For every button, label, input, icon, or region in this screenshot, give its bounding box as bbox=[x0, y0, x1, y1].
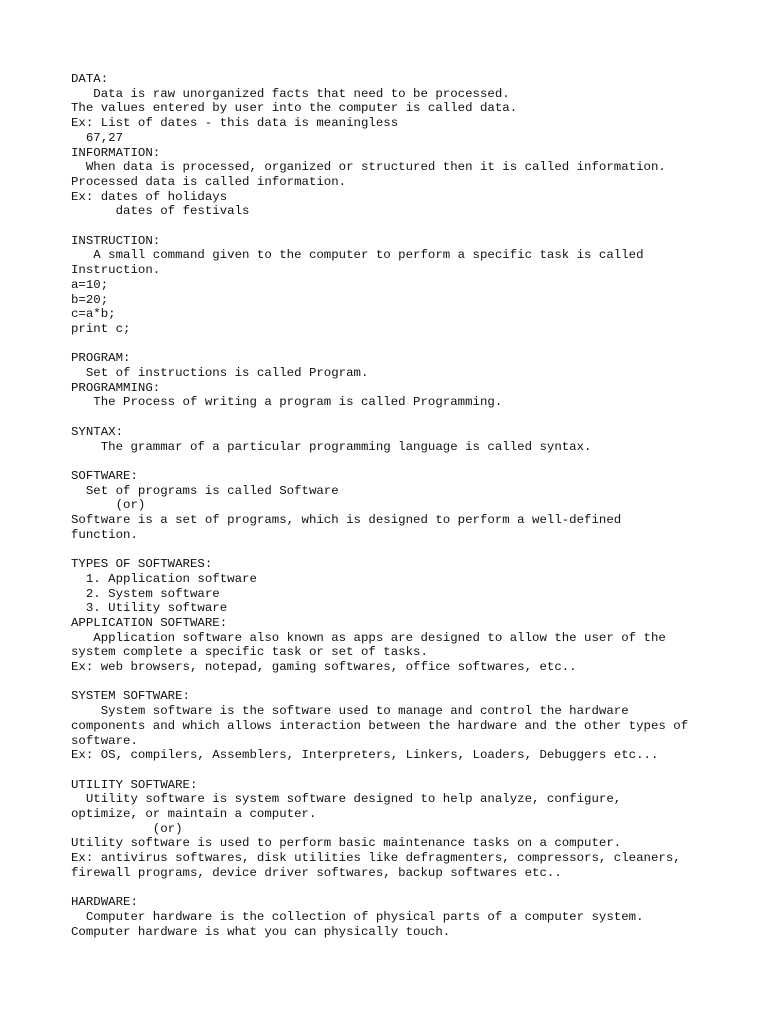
text-line: dates of festivals bbox=[71, 204, 250, 219]
text-line bbox=[71, 410, 751, 425]
text-line: 67,27 bbox=[71, 130, 124, 145]
text-line: Ex: List of dates - this data is meaningless bbox=[71, 116, 399, 131]
text-line: System software is the software used to manage and control the hardware bbox=[71, 704, 629, 719]
text-line: Set of programs is called Software bbox=[71, 483, 339, 498]
text-line: 1. Application software bbox=[71, 571, 257, 586]
text-line: 3. Utility software bbox=[71, 601, 228, 616]
text-line: (or) bbox=[71, 821, 183, 836]
text-line: The values entered by user into the computer is called data. bbox=[71, 101, 518, 116]
text-line: DATA: bbox=[71, 72, 109, 86]
text-line: Ex: web browsers, notepad, gaming softwares, office softwares, etc.. bbox=[71, 660, 577, 675]
text-line: Ex: OS, compilers, Assemblers, Interpreters, Linkers, Loaders, Debuggers etc... bbox=[71, 748, 659, 763]
text-line: SYSTEM SOFTWARE: bbox=[71, 689, 190, 704]
text-line: Instruction. bbox=[71, 263, 161, 278]
text-line: APPLICATION SOFTWARE: bbox=[71, 615, 228, 630]
text-line bbox=[71, 881, 751, 896]
text-line: Application software also known as apps are designed to allow the user of the bbox=[71, 630, 666, 645]
text-line: Data is raw unorganized facts that need to be processed. bbox=[71, 86, 510, 101]
text-line: c=a*b; bbox=[71, 307, 116, 322]
text-line: Utility software is used to perform basic maintenance tasks on a computer. bbox=[71, 836, 622, 851]
text-line: optimize, or maintain a computer. bbox=[71, 807, 317, 822]
text-line: Computer hardware is the collection of physical parts of a computer system. bbox=[71, 909, 644, 924]
text-line: (or) bbox=[71, 498, 146, 513]
text-line bbox=[71, 763, 751, 778]
text-line: a=10; bbox=[71, 277, 109, 292]
text-line: Software is a set of programs, which is designed to perform a well-defined bbox=[71, 513, 622, 528]
text-line: components and which allows interaction between the hardware and the other types of bbox=[71, 718, 689, 733]
text-line bbox=[71, 675, 751, 690]
text-line: Computer hardware is what you can physically touch. bbox=[71, 924, 451, 939]
document-body bbox=[71, 72, 751, 939]
text-line bbox=[71, 337, 751, 352]
text-line: A small command given to the computer to perform a specific task is called bbox=[71, 248, 644, 263]
text-line: TYPES OF SOFTWARES: bbox=[71, 557, 213, 572]
text-line: print c; bbox=[71, 321, 131, 336]
text-line: software. bbox=[71, 733, 138, 748]
text-line: function. bbox=[71, 527, 138, 542]
text-line: HARDWARE: bbox=[71, 895, 138, 910]
text-line: Ex: dates of holidays bbox=[71, 189, 228, 204]
text-line: INFORMATION: bbox=[71, 145, 161, 160]
text-line: firewall programs, device driver softwares, backup softwares etc.. bbox=[71, 865, 562, 880]
text-line bbox=[71, 454, 751, 469]
text-line: Ex: antivirus softwares, disk utilities like defragmenters, compressors, cleaners, bbox=[71, 851, 681, 866]
text-line: 2. System software bbox=[71, 586, 220, 601]
text-line: The Process of writing a program is called Programming. bbox=[71, 395, 503, 410]
text-line: SYNTAX: bbox=[71, 424, 124, 439]
text-line: The grammar of a particular programming language is called syntax. bbox=[71, 439, 592, 454]
text-line: SOFTWARE: bbox=[71, 468, 138, 483]
text-line: Set of instructions is called Program. bbox=[71, 366, 369, 381]
text-line bbox=[71, 219, 751, 234]
text-line: Utility software is system software designed to help analyze, configure, bbox=[71, 792, 622, 807]
text-line: Processed data is called information. bbox=[71, 174, 347, 189]
text-line: INSTRUCTION: bbox=[71, 233, 161, 248]
text-line: b=20; bbox=[71, 292, 109, 307]
text-line: PROGRAMMING: bbox=[71, 380, 161, 395]
text-line: PROGRAM: bbox=[71, 351, 131, 366]
text-line bbox=[71, 542, 751, 557]
text-line: system complete a specific task or set of tasks. bbox=[71, 645, 428, 660]
text-line: When data is processed, organized or structured then it is called information. bbox=[71, 160, 666, 175]
text-line: UTILITY SOFTWARE: bbox=[71, 777, 198, 792]
